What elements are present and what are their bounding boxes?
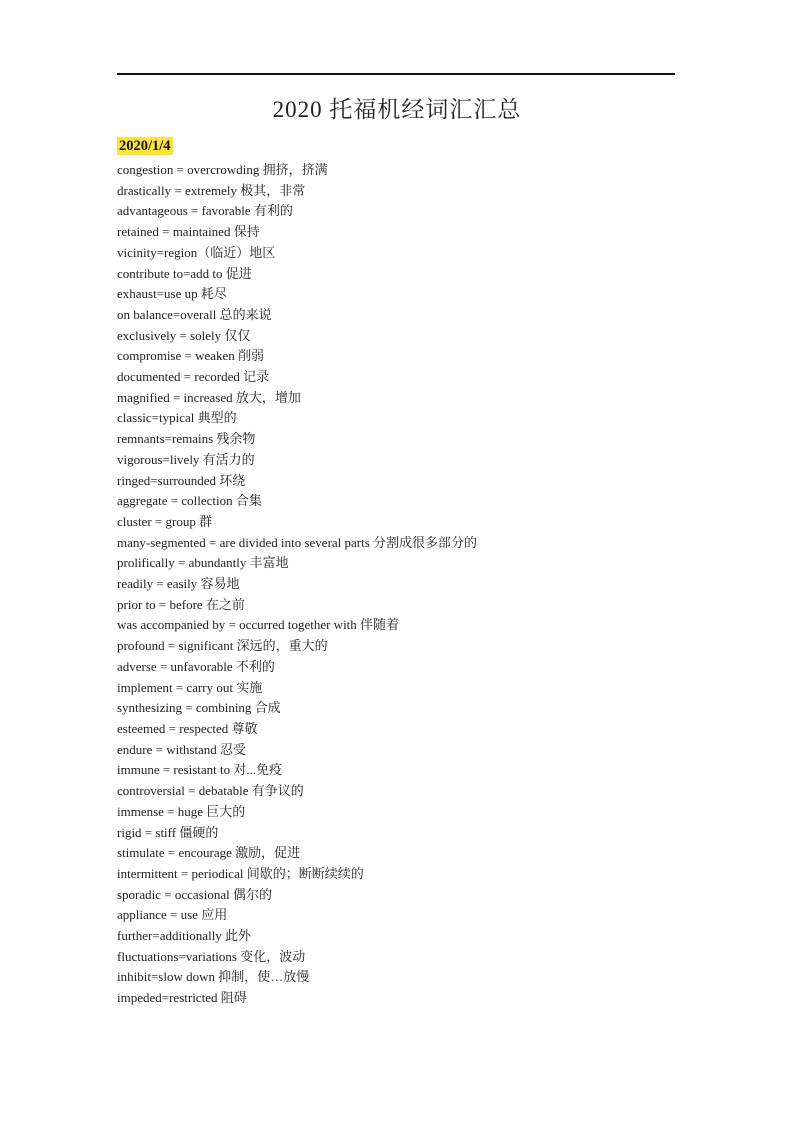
page-title: 2020 托福机经词汇汇总 (272, 97, 522, 122)
vocab-entry: profound = significant 深远的，重大的 (117, 638, 328, 654)
vocab-entry: vicinity=region（临近）地区 (117, 244, 276, 260)
vocab-entry: impeded=restricted 阻碍 (117, 990, 247, 1006)
vocab-entry: documented = recorded 记录 (117, 369, 270, 385)
vocab-entry: intermittent = periodical 间歇的；断断续续的 (117, 865, 364, 881)
vocab-entry: exhaust=use up 耗尽 (117, 286, 227, 302)
vocab-entry: congestion = overcrowding 拥挤，挤满 (117, 162, 328, 177)
vocab-entry: esteemed = respected 尊敬 (117, 720, 258, 736)
vocab-entry: prior to = before 在之前 (117, 596, 245, 612)
vocab-entry: prolifically = abundantly 丰富地 (117, 555, 289, 571)
header-rule (117, 73, 675, 75)
vocab-entry: remnants=remains 残余物 (117, 431, 256, 447)
vocab-entry: aggregate = collection 合集 (117, 493, 262, 509)
section-date-highlight: 2020/1/4 (119, 138, 171, 154)
vocab-entry: magnified = increased 放大，增加 (117, 389, 301, 405)
vocab-list (117, 160, 677, 1009)
vocab-entry: cluster = group 群 (117, 513, 213, 529)
vocab-entry: vigorous=lively 有活力的 (117, 451, 255, 467)
vocab-entry: appliance = use 应用 (117, 907, 228, 923)
vocab-entry: controversial = debatable 有争议的 (117, 783, 304, 799)
vocab-entry: immune = resistant to 对...免疫 (117, 762, 283, 778)
vocab-entry: contribute to=add to 促进 (117, 265, 252, 281)
vocab-entry: immense = huge 巨大的 (117, 803, 246, 819)
vocab-entry: synthesizing = combining 合成 (117, 700, 281, 716)
vocab-entry: many-segmented = are divided into several parts 分割成很多部分的 (117, 534, 478, 550)
vocab-entry: stimulate = encourage 激励，促进 (117, 845, 301, 861)
date-line (117, 128, 677, 155)
document-content (117, 86, 677, 1009)
vocab-entry: endure = withstand 忍受 (117, 741, 247, 757)
vocab-entry: further=additionally 此外 (117, 928, 252, 944)
vocab-entry: on balance=overall 总的来说 (117, 306, 272, 322)
vocab-entry: classic=typical 典型的 (117, 410, 237, 426)
vocab-entry: inhibit=slow down 抑制，使…放慢 (117, 969, 310, 985)
vocab-entry: drastically = extremely 极其，非常 (117, 182, 306, 198)
vocab-entry: exclusively = solely 仅仅 (117, 327, 251, 343)
vocab-entry: retained = maintained 保持 (117, 224, 260, 240)
vocab-entry: sporadic = occasional 偶尔的 (117, 886, 272, 902)
vocab-entry: rigid = stiff 僵硬的 (117, 824, 219, 840)
vocab-entry: readily = easily 容易地 (117, 576, 240, 592)
vocab-entry: was accompanied by = occurred together with 伴随着 (117, 617, 400, 633)
vocab-entry: advantageous = favorable 有利的 (117, 203, 293, 219)
vocab-entry: compromise = weaken 削弱 (117, 348, 265, 364)
vocab-entry: ringed=surrounded 环绕 (117, 472, 246, 488)
vocab-entry: implement = carry out 实施 (117, 679, 263, 695)
vocab-entry: adverse = unfavorable 不利的 (117, 658, 275, 674)
vocab-entry: fluctuations=variations 变化，波动 (117, 948, 306, 964)
